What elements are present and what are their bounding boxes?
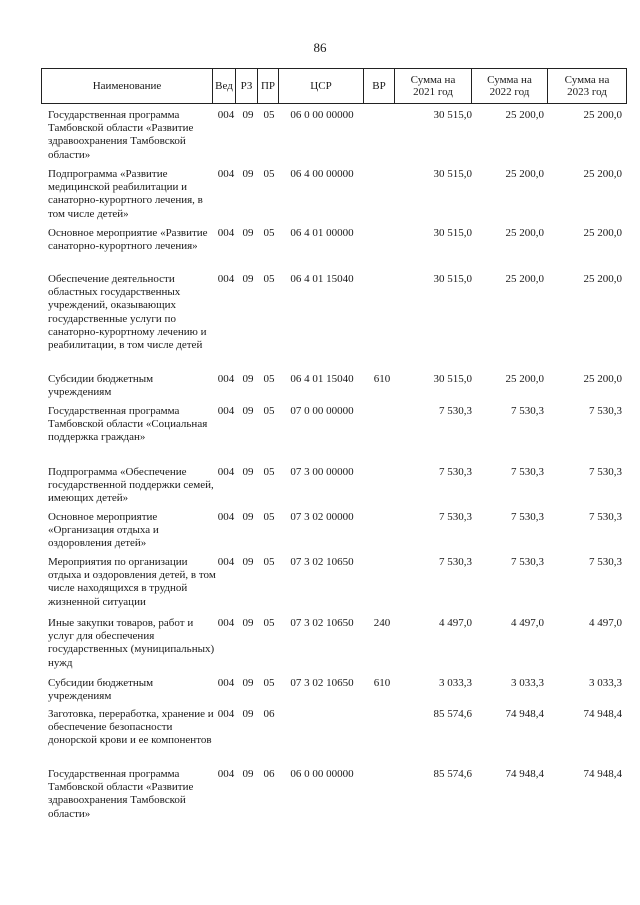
row-csr: 06 4 01 15040 — [290, 373, 354, 385]
row-sum-2023: 25 200,0 — [583, 273, 622, 285]
row-sum-2022: 25 200,0 — [505, 109, 544, 121]
row-name: Государственная программа Тамбовской области «Развитие здравоохранения Тамбовской области» — [48, 768, 194, 820]
row-name: Субсидии бюджетным учреждениям — [48, 677, 154, 703]
row-ved: 004 — [217, 466, 235, 478]
page-number: 86 — [313, 40, 327, 55]
header-sum-2021: Сумма на 2021 год — [395, 69, 472, 103]
row-rz: 09 — [242, 373, 254, 385]
row-csr: 07 3 02 00000 — [290, 511, 354, 523]
row-sum-2021: 3 033,3 — [439, 677, 472, 689]
row-csr: 06 4 01 00000 — [290, 227, 354, 239]
row-sum-2022: 7 530,3 — [511, 405, 544, 417]
row-pr: 05 — [263, 273, 275, 285]
row-sum-2021: 85 574,6 — [433, 768, 472, 780]
row-ved: 004 — [217, 708, 235, 720]
row-rz: 09 — [242, 168, 254, 180]
row-sum-2022: 4 497,0 — [511, 617, 544, 629]
row-csr: 06 4 01 15040 — [290, 273, 354, 285]
row-ved: 004 — [217, 556, 235, 568]
row-pr: 05 — [263, 617, 275, 629]
row-vr: 240 — [373, 617, 391, 629]
row-ved: 004 — [217, 617, 235, 629]
row-name: Мероприятия по организации отдыха и оздоровления детей, в том числе находящихся в трудной жизненной ситуации — [48, 556, 216, 608]
row-pr: 06 — [263, 768, 275, 780]
row-name: Основное мероприятие «Организация отдыха и оздоровления детей» — [48, 511, 159, 550]
row-name: Заготовка, переработка, хранение и обеспечение безопасности донорской крови и ее компонентов — [48, 708, 214, 747]
row-sum-2021: 30 515,0 — [433, 109, 472, 121]
header-sum-2023: Сумма на 2023 год — [564, 74, 610, 98]
table-header — [41, 68, 627, 104]
row-sum-2023: 74 948,4 — [583, 708, 622, 720]
row-csr: 07 3 00 00000 — [290, 466, 354, 478]
row-csr: 07 3 02 10650 — [290, 617, 354, 629]
row-ved: 004 — [217, 768, 235, 780]
row-sum-2021: 30 515,0 — [433, 273, 472, 285]
header-vr: ВР — [364, 69, 395, 103]
row-csr: 06 4 00 00000 — [290, 168, 354, 180]
row-sum-2023: 7 530,3 — [589, 556, 622, 568]
row-pr: 06 — [263, 708, 275, 720]
row-sum-2022: 7 530,3 — [511, 556, 544, 568]
row-sum-2022: 7 530,3 — [511, 466, 544, 478]
header-rz: РЗ — [236, 69, 258, 103]
row-sum-2021: 85 574,6 — [433, 708, 472, 720]
row-csr: 07 3 02 10650 — [290, 677, 354, 689]
row-rz: 09 — [242, 109, 254, 121]
row-name: Субсидии бюджетным учреждениям — [48, 373, 154, 399]
row-pr: 05 — [263, 109, 275, 121]
row-rz: 09 — [242, 708, 254, 720]
row-pr: 05 — [263, 227, 275, 239]
header-name: Наименование — [42, 69, 213, 103]
row-rz: 09 — [242, 768, 254, 780]
row-csr: 07 0 00 00000 — [290, 405, 354, 417]
header-sum-2022: Сумма на 2022 год — [472, 69, 548, 103]
row-pr: 05 — [263, 677, 275, 689]
row-sum-2021: 4 497,0 — [439, 617, 472, 629]
row-ved: 004 — [217, 109, 235, 121]
row-pr: 05 — [263, 405, 275, 417]
row-ved: 004 — [217, 273, 235, 285]
row-sum-2023: 25 200,0 — [583, 227, 622, 239]
row-sum-2023: 3 033,3 — [589, 677, 622, 689]
row-sum-2021: 7 530,3 — [439, 556, 472, 568]
row-rz: 09 — [242, 273, 254, 285]
row-sum-2021: 30 515,0 — [433, 168, 472, 180]
row-pr: 05 — [263, 168, 275, 180]
row-ved: 004 — [217, 168, 235, 180]
row-name: Обеспечение деятельности областных государственных учреждений, оказывающих государственные услуги по санаторно-курортному лечению и реабилитации, в том числе детей — [48, 273, 207, 352]
row-sum-2023: 4 497,0 — [589, 617, 622, 629]
row-rz: 09 — [242, 466, 254, 478]
row-name: Государственная программа Тамбовской области «Развитие здравоохранения Тамбовской области» — [48, 109, 194, 161]
row-pr: 05 — [263, 373, 275, 385]
row-pr: 05 — [263, 466, 275, 478]
row-sum-2021: 7 530,3 — [439, 511, 472, 523]
row-sum-2022: 7 530,3 — [511, 511, 544, 523]
row-name: Основное мероприятие «Развитие санаторно-курортного лечения» — [48, 227, 208, 253]
row-name: Государственная программа Тамбовской области «Социальная поддержка граждан» — [48, 405, 208, 444]
row-rz: 09 — [242, 677, 254, 689]
row-sum-2023: 7 530,3 — [589, 405, 622, 417]
row-sum-2023: 7 530,3 — [589, 511, 622, 523]
row-vr: 610 — [373, 373, 391, 385]
row-sum-2022: 25 200,0 — [505, 273, 544, 285]
row-pr: 05 — [263, 556, 275, 568]
header-ved: Вед — [213, 69, 236, 103]
row-ved: 004 — [217, 405, 235, 417]
row-sum-2021: 30 515,0 — [433, 373, 472, 385]
row-sum-2023: 25 200,0 — [583, 373, 622, 385]
row-sum-2023: 25 200,0 — [583, 109, 622, 121]
row-sum-2022: 25 200,0 — [505, 373, 544, 385]
row-sum-2023: 25 200,0 — [583, 168, 622, 180]
row-sum-2022: 3 033,3 — [511, 677, 544, 689]
row-rz: 09 — [242, 511, 254, 523]
row-vr: 610 — [373, 677, 391, 689]
row-sum-2021: 7 530,3 — [439, 405, 472, 417]
row-ved: 004 — [217, 511, 235, 523]
row-rz: 09 — [242, 405, 254, 417]
row-sum-2021: 30 515,0 — [433, 227, 472, 239]
row-rz: 09 — [242, 227, 254, 239]
row-csr: 07 3 02 10650 — [290, 556, 354, 568]
row-name: Подпрограмма «Обеспечение государственной поддержки семей, имеющих детей» — [48, 466, 214, 505]
row-name: Подпрограмма «Развитие медицинской реабилитации и санаторно-курортного лечения, в том числе детей» — [48, 168, 203, 220]
row-sum-2021: 7 530,3 — [439, 466, 472, 478]
row-sum-2022: 25 200,0 — [505, 227, 544, 239]
header-pr: ПР — [258, 69, 279, 103]
row-ved: 004 — [217, 373, 235, 385]
row-ved: 004 — [217, 677, 235, 689]
row-sum-2022: 74 948,4 — [505, 708, 544, 720]
row-sum-2023: 7 530,3 — [589, 466, 622, 478]
row-csr: 06 0 00 00000 — [290, 109, 354, 121]
row-rz: 09 — [242, 556, 254, 568]
row-sum-2023: 74 948,4 — [583, 768, 622, 780]
row-ved: 004 — [217, 227, 235, 239]
row-sum-2022: 25 200,0 — [505, 168, 544, 180]
row-pr: 05 — [263, 511, 275, 523]
row-rz: 09 — [242, 617, 254, 629]
row-sum-2022: 74 948,4 — [505, 768, 544, 780]
row-csr: 06 0 00 00000 — [290, 768, 354, 780]
row-name: Иные закупки товаров, работ и услуг для обеспечения государственных (муниципальных) нужд — [48, 617, 215, 669]
header-csr: ЦСР — [279, 69, 364, 103]
